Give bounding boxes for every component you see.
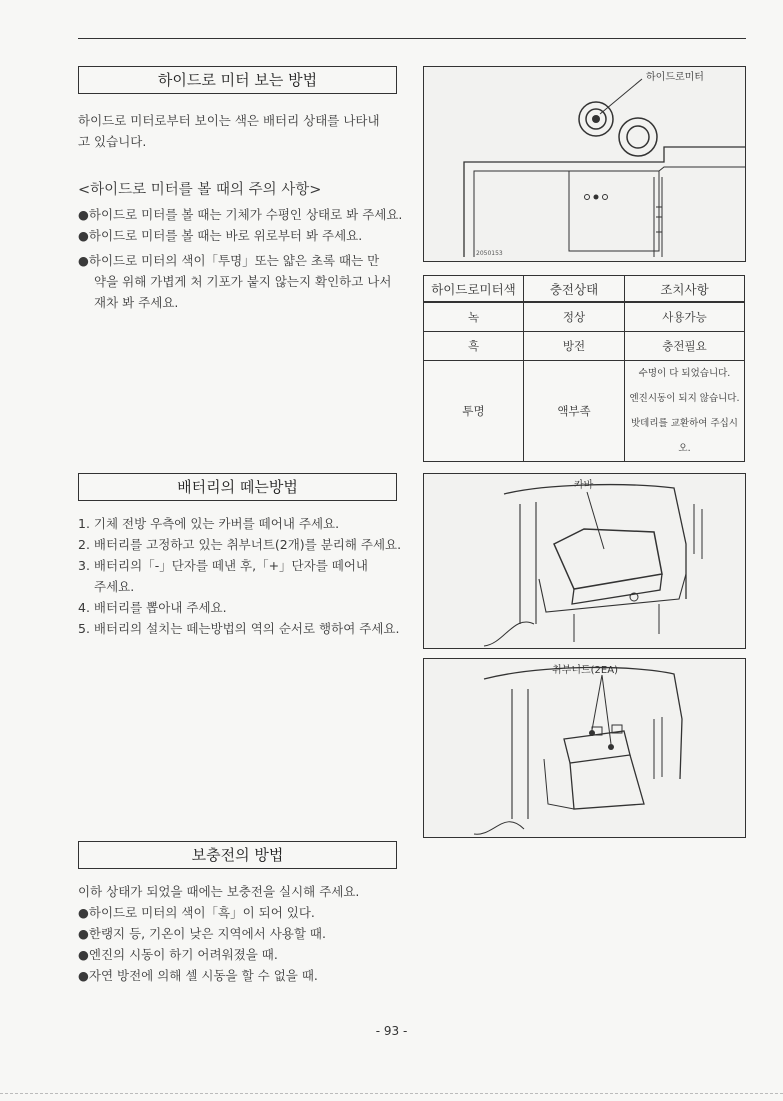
caution-list — [78, 180, 402, 313]
hydrometer-status-table — [423, 275, 745, 462]
step-item-continued: 주세요. — [94, 579, 135, 594]
table-cell: 흑 — [424, 332, 524, 361]
caution-item: ●하이드로 미터를 볼 때는 기체가 수평인 상태로 봐 주세요. — [78, 207, 403, 222]
table-cell: 녹 — [424, 302, 524, 332]
caution-item: ●하이드로 미터의 색이「투명」또는 얇은 초록 때는 만 — [78, 253, 380, 268]
intro-line: 하이드로 미터로부터 보이는 색은 배터리 상태를 나타내 — [78, 113, 380, 128]
table-cell: 액부족 — [524, 361, 625, 462]
recharge-item: ●하이드로 미터의 색이「흑」이 되어 있다. — [78, 905, 315, 920]
step-item: 2. 배터리를 고정하고 있는 취부너트(2개)를 분리해 주세요. — [78, 537, 402, 552]
caution-item-continued: 약을 위해 가볍게 처 기포가 붙지 않는지 확인하고 나서 — [94, 274, 392, 289]
table-row — [424, 332, 745, 361]
hydrometer-figure — [423, 66, 746, 262]
action-line: 엔진시동이 되지 않습니다. — [629, 393, 740, 404]
recharge-line: 이하 상태가 되었을 때에는 보충전을 실시해 주세요. — [78, 884, 360, 899]
intro-line: 고 있습니다. — [78, 134, 147, 149]
action-line: 수명이 다 되었습니다. — [638, 368, 731, 379]
action-line: 밧데리를 교환하여 주십시오. — [631, 418, 738, 454]
step-item: 4. 배터리를 뽑아내 주세요. — [78, 600, 227, 615]
section-title-recharge: 보충전의 방법 — [78, 841, 397, 869]
table-cell: 충전필요 — [625, 332, 745, 361]
column-header: 하이드로미터색 — [424, 276, 524, 303]
table-cell-actions — [625, 361, 745, 462]
caution-title: <하이드로 미터를 볼 때의 주의 사항> — [78, 182, 322, 198]
column-header: 조치사항 — [625, 276, 745, 303]
hydrometer-intro — [78, 110, 380, 152]
table-cell: 사용가능 — [625, 302, 745, 332]
step-item: 1. 기체 전방 우측에 있는 카버를 떼어내 주세요. — [78, 516, 340, 531]
table-cell: 방전 — [524, 332, 625, 361]
section-title-hydrometer: 하이드로 미터 보는 방법 — [78, 66, 397, 94]
section-title-battery-removal: 배터리의 떼는방법 — [78, 473, 397, 501]
column-header: 충전상태 — [524, 276, 625, 303]
table-row — [424, 302, 745, 332]
step-item: 5. 배터리의 설치는 떼는방법의 역의 순서로 행하여 주세요. — [78, 621, 400, 636]
nut-callout: 취부너트(2EA) — [552, 665, 618, 676]
table-row — [424, 361, 745, 462]
mounting-nut-figure — [423, 658, 746, 838]
table-cell: 정상 — [524, 302, 625, 332]
step-item: 3. 배터리의「-」단자를 떼낸 후,「+」단자를 떼어내 — [78, 558, 368, 573]
battery-cover-figure — [423, 473, 746, 649]
recharge-item: ●한랭지 등, 기온이 낮은 지역에서 사용할 때. — [78, 926, 326, 941]
bottom-rule — [0, 1093, 783, 1094]
recharge-item: ●엔진의 시동이 하기 어려워졌을 때. — [78, 947, 278, 962]
page-number: - 93 - — [375, 1024, 408, 1038]
recharge-conditions — [78, 881, 359, 986]
caution-item-continued: 재차 봐 주세요. — [94, 295, 179, 310]
top-rule — [78, 38, 746, 39]
removal-steps — [78, 513, 401, 639]
caution-item: ●하이드로 미터를 볼 때는 바로 위로부터 봐 주세요. — [78, 228, 363, 243]
table-cell: 투명 — [424, 361, 524, 462]
table-header-row — [424, 276, 745, 303]
cover-callout: 카바 — [574, 480, 594, 491]
recharge-item: ●자연 방전에 의해 셀 시동을 할 수 없을 때. — [78, 968, 318, 983]
figure-code: 2050153 — [476, 250, 503, 257]
hydrometer-callout: 하이드로미터 — [646, 72, 704, 83]
